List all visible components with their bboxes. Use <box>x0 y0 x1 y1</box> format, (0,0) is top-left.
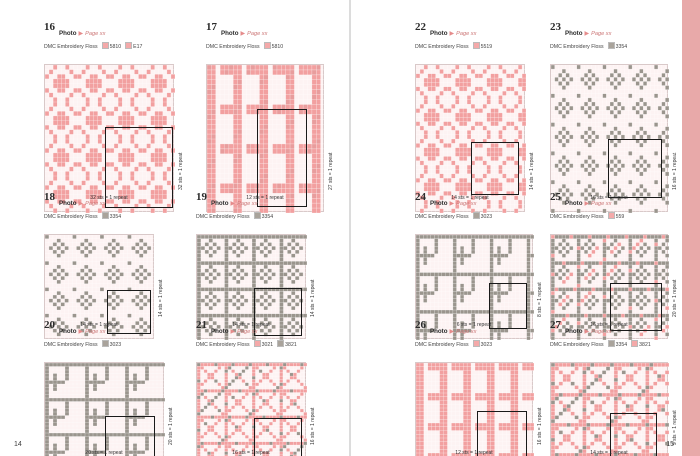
repeat-label-vertical: 14 sts = 1 repeat <box>529 152 535 190</box>
floss-label: DMC Embroidery Floss <box>550 43 604 50</box>
floss-label: DMC Embroidery Floss <box>44 213 98 220</box>
repeat-label-horizontal: 12 sts = 1 repeat <box>246 195 284 201</box>
repeat-outline <box>608 139 662 198</box>
floss-label: DMC Embroidery Floss <box>415 213 469 220</box>
chart-cell-16 <box>44 22 200 204</box>
page-reference[interactable]: Page xx <box>85 31 106 37</box>
floss-label: DMC Embroidery Floss <box>44 43 98 50</box>
floss-label: DMC Embroidery Floss <box>550 213 604 220</box>
stitch-chart <box>206 64 324 212</box>
chart-header <box>44 191 180 220</box>
repeat-label-vertical: 16 sts = 1 repeat <box>310 407 316 445</box>
repeat-label-horizontal: 20 sts = 1 repeat <box>85 450 123 456</box>
color-swatch <box>631 340 638 347</box>
repeat-label-horizontal: 14 sts = 1 repeat <box>451 195 489 201</box>
arrow-icon: ▶ <box>584 329 590 335</box>
chart-cell-20 <box>44 320 190 456</box>
color-code: 559 <box>615 213 625 220</box>
stitch-chart <box>550 64 668 212</box>
photo-label: Photo <box>221 30 239 37</box>
color-code: E17 <box>133 43 143 50</box>
repeat-label-horizontal: 16 sts = 1 repeat <box>232 450 270 456</box>
repeat-label-vertical: 20 sts = 1 repeat <box>168 407 174 445</box>
part-label-rest: Geometric Patterns <box>668 69 678 157</box>
color-swatch <box>608 340 615 347</box>
chart-number: 17 <box>206 21 217 33</box>
arrow-icon: ▶ <box>449 201 455 207</box>
color-swatch <box>102 340 109 347</box>
photo-label: Photo <box>59 30 77 37</box>
chart-cell-24 <box>415 192 559 331</box>
chart-number: 24 <box>415 191 426 203</box>
color-swatch <box>102 42 109 49</box>
arrow-icon: ▶ <box>584 201 590 207</box>
page-reference[interactable]: Page xx <box>247 31 268 37</box>
page-reference[interactable]: Page xx <box>237 201 258 207</box>
chart-number: 20 <box>44 319 55 331</box>
floss-line <box>196 340 332 348</box>
photo-label: Photo <box>430 200 448 207</box>
repeat-outline <box>471 142 519 195</box>
chart-header <box>44 319 190 348</box>
arrow-icon: ▶ <box>78 201 84 207</box>
photo-label: Photo <box>211 328 229 335</box>
color-swatch <box>102 212 109 219</box>
color-swatch <box>254 212 261 219</box>
folio-left: 14 <box>14 441 22 448</box>
floss-line <box>415 212 559 220</box>
floss-label: DMC Embroidery Floss <box>550 341 604 348</box>
repeat-label-vertical: 32 sts = 1 repeat <box>178 152 184 190</box>
color-code: 5810 <box>271 43 284 50</box>
page-reference[interactable]: Page xx <box>591 329 612 335</box>
photo-label: Photo <box>430 328 448 335</box>
floss-label: DMC Embroidery Floss <box>415 43 469 50</box>
color-swatch <box>608 212 615 219</box>
floss-line <box>196 212 332 220</box>
chart-header <box>415 319 559 348</box>
folio-right: 15 <box>666 441 674 448</box>
arrow-icon: ▶ <box>449 329 455 335</box>
floss-line <box>44 340 190 348</box>
floss-label: DMC Embroidery Floss <box>206 43 260 50</box>
chart-header <box>415 191 559 220</box>
chart-header <box>196 319 332 348</box>
color-code: 3354 <box>109 213 122 220</box>
photo-label: Photo <box>565 200 583 207</box>
floss-label: DMC Embroidery Floss <box>44 341 98 348</box>
floss-label: DMC Embroidery Floss <box>196 341 250 348</box>
floss-label: DMC Embroidery Floss <box>415 341 469 348</box>
chart-number: 16 <box>44 21 55 33</box>
page-reference[interactable]: Page xx <box>456 31 477 37</box>
arrow-icon: ▶ <box>230 201 236 207</box>
stitch-chart <box>550 362 668 456</box>
page-reference[interactable]: Page xx <box>456 329 477 335</box>
repeat-label-horizontal: 14 sts = 1 repeat <box>232 322 270 328</box>
arrow-icon: ▶ <box>449 31 455 37</box>
stitch-chart <box>415 64 525 212</box>
arrow-icon: ▶ <box>78 329 84 335</box>
chart-number: 27 <box>550 319 561 331</box>
repeat-label-vertical: 20 sts = 1 repeat <box>672 279 678 317</box>
repeat-label-horizontal: 6 sts = 1 repeat <box>456 322 492 328</box>
repeat-label-vertical: 8 sts = 1 repeat <box>537 282 543 317</box>
repeat-label-vertical: 27 sts = 1 repeat <box>328 152 334 190</box>
repeat-label-vertical: 14 sts = 1 repeat <box>310 279 316 317</box>
page-reference[interactable]: Page xx <box>456 201 477 207</box>
repeat-label-horizontal: 16 sts = 1 repeat <box>590 322 628 328</box>
photo-label: Photo <box>565 30 583 37</box>
color-code: 3023 <box>109 341 122 348</box>
repeat-label-vertical: 9 sts = 1 repeat <box>672 410 678 445</box>
page-reference[interactable]: Page xx <box>85 329 106 335</box>
part-side-tab-text <box>664 10 682 456</box>
color-code: 3354 <box>615 341 628 348</box>
photo-label: Photo <box>59 328 77 335</box>
chart-cell-17 <box>206 22 350 204</box>
chart-header <box>415 21 551 50</box>
arrow-icon: ▶ <box>240 31 246 37</box>
floss-line <box>415 42 551 50</box>
page-reference[interactable]: Page xx <box>591 31 612 37</box>
repeat-label-horizontal: 16 sts = 1 repeat <box>590 195 628 201</box>
arrow-icon: ▶ <box>78 31 84 37</box>
chart-number: 26 <box>415 319 426 331</box>
chart-header <box>44 21 200 50</box>
chart-header <box>206 21 350 50</box>
repeat-label-horizontal: 14 sts = 1 repeat <box>590 450 628 456</box>
photo-label: Photo <box>211 200 229 207</box>
chart-cell-19 <box>196 192 332 331</box>
repeat-label-horizontal: 32 sts = 1 repeat <box>90 195 128 201</box>
chart-cell-22 <box>415 22 551 204</box>
repeat-label-vertical: 16 sts = 1 repeat <box>672 152 678 190</box>
chart-cell-21 <box>196 320 332 456</box>
color-swatch <box>254 340 261 347</box>
chart-header <box>196 191 332 220</box>
color-swatch <box>277 340 284 347</box>
chart-number: 21 <box>196 319 207 331</box>
chart-number: 18 <box>44 191 55 203</box>
photo-label: Photo <box>565 328 583 335</box>
arrow-icon: ▶ <box>584 31 590 37</box>
color-code: 3023 <box>480 341 493 348</box>
photo-label: Photo <box>59 200 77 207</box>
page-gutter <box>349 0 351 456</box>
chart-cell-18 <box>44 192 180 331</box>
floss-label: DMC Embroidery Floss <box>196 213 250 220</box>
arrow-icon: ▶ <box>230 329 236 335</box>
color-code: 5519 <box>480 43 493 50</box>
floss-line <box>44 42 200 50</box>
color-code: 3354 <box>261 213 274 220</box>
chart-number: 23 <box>550 21 561 33</box>
stitch-chart <box>196 362 306 456</box>
repeat-label-horizontal: 14 sts = 1 repeat <box>80 322 118 328</box>
color-swatch <box>473 42 480 49</box>
page-reference[interactable]: Page xx <box>85 201 106 207</box>
color-swatch <box>264 42 271 49</box>
page-reference[interactable]: Page xx <box>591 201 612 207</box>
color-swatch <box>125 42 132 49</box>
chart-number: 22 <box>415 21 426 33</box>
color-code: 3821 <box>639 341 651 348</box>
chart-number: 19 <box>196 191 207 203</box>
part-label-strong: PART ONE: <box>668 18 678 70</box>
stitch-chart <box>44 362 164 456</box>
color-code: 3821 <box>285 341 297 348</box>
repeat-label-vertical: 16 sts = 1 repeat <box>537 407 543 445</box>
floss-line <box>415 340 559 348</box>
repeat-label-vertical: 14 sts = 1 repeat <box>158 279 164 317</box>
floss-line <box>206 42 350 50</box>
chart-cell-26 <box>415 320 559 456</box>
color-code: 5810 <box>109 43 122 50</box>
page-reference[interactable]: Page xx <box>237 329 258 335</box>
color-swatch <box>608 42 615 49</box>
photo-label: Photo <box>430 30 448 37</box>
color-code: 3354 <box>615 43 628 50</box>
stitch-chart <box>415 362 533 456</box>
color-swatch <box>473 212 480 219</box>
repeat-label-horizontal: 12 sts = 1 repeat <box>455 450 493 456</box>
color-code: 3023 <box>480 213 493 220</box>
stitch-chart <box>44 64 174 212</box>
color-swatch <box>473 340 480 347</box>
color-code: 3021 <box>261 341 274 348</box>
floss-line <box>44 212 180 220</box>
chart-number: 25 <box>550 191 561 203</box>
